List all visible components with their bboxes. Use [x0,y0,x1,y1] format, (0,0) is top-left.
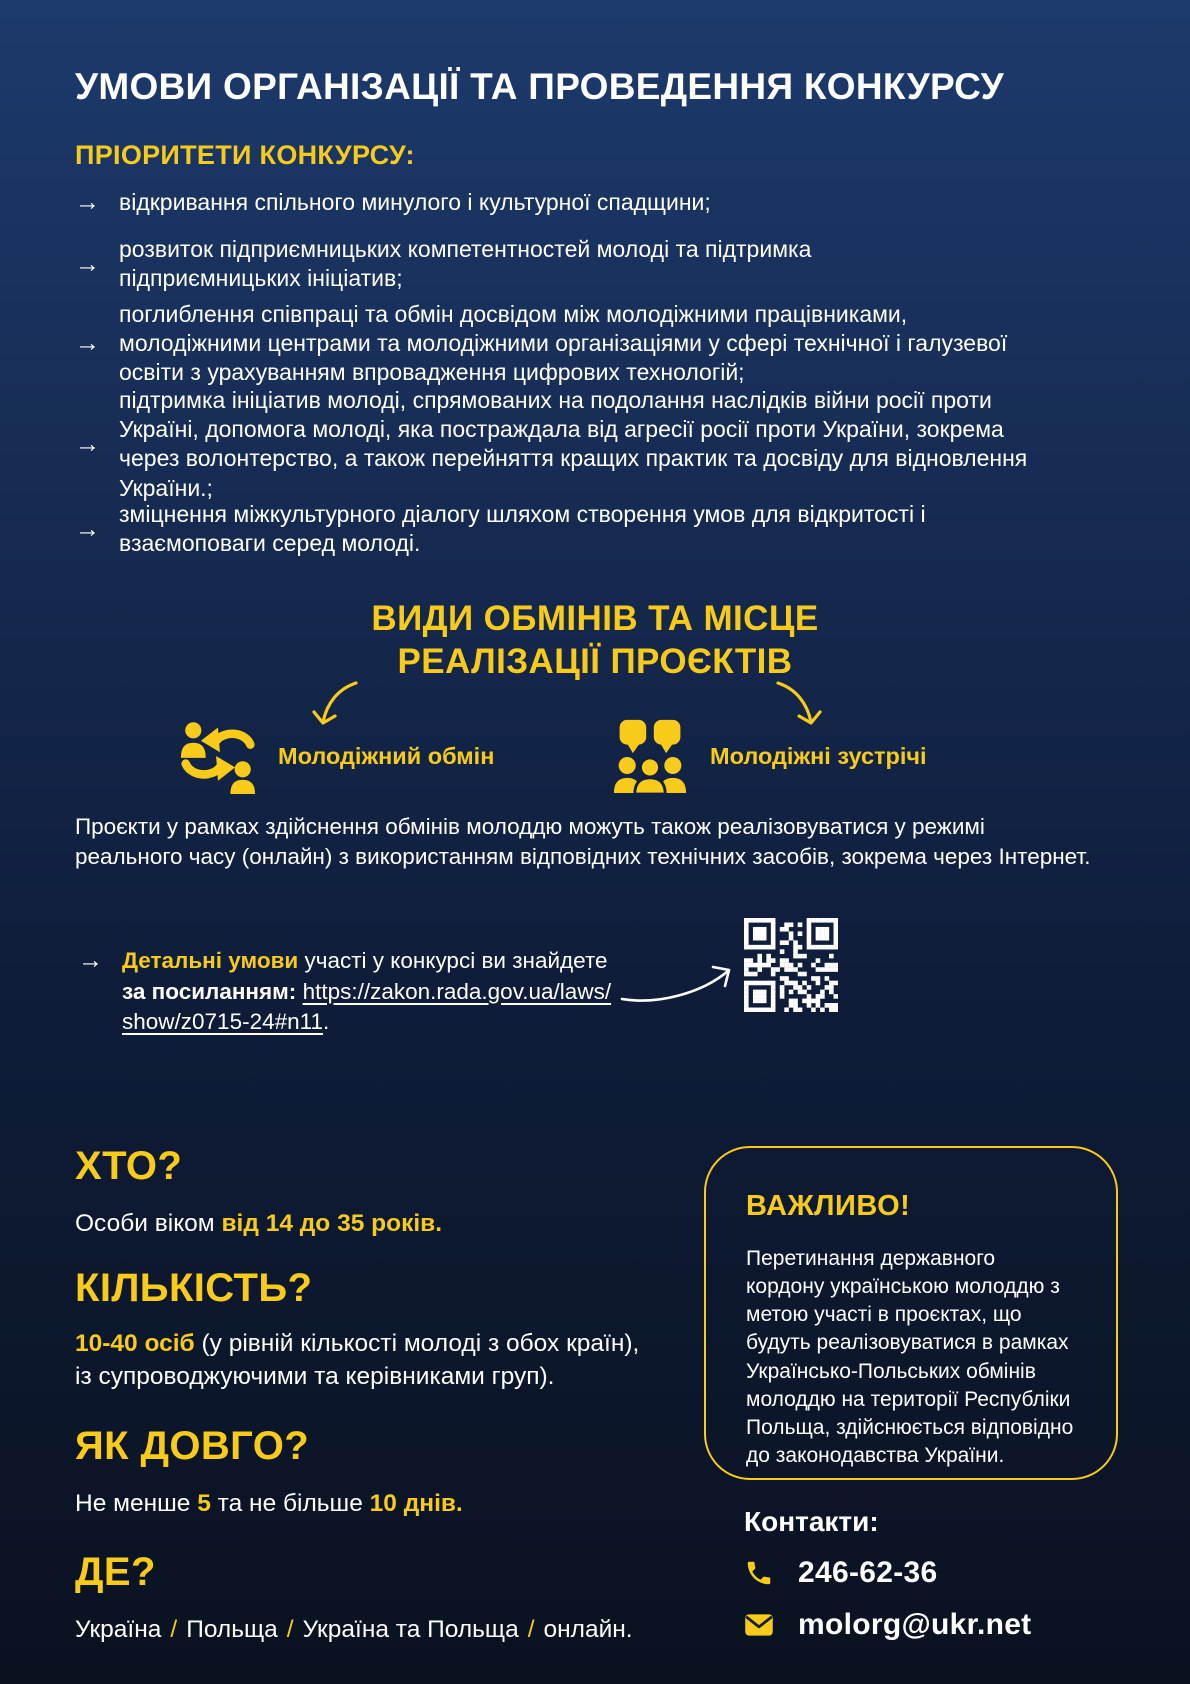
priority-text: відкривання спільного минулого і культурної спадщини; [119,189,711,215]
details-link-label: за посиланням: [122,978,297,1004]
details-highlight: Детальні умови [122,948,299,973]
exchange-type-youth-meetings [612,718,927,794]
phone-icon [744,1558,774,1588]
important-box [704,1146,1118,1480]
answer-duration-h2: 10 днів. [369,1490,463,1517]
question-who: ХТО? [75,1144,183,1188]
details-after-highlight: участі у конкурсі ви знайдете [304,948,608,973]
exchange-type-youth-exchange [180,718,494,794]
exchange-heading-line1: ВИДИ ОБМІНІВ ТА МІСЦЕ [371,599,819,638]
answer-who-prefix: Особи віком [75,1210,215,1237]
priorities-heading: ПРІОРИТЕТИ КОНКУРСУ: [75,140,415,170]
qr-pointer-arrow-icon [618,962,738,1004]
arrow-bullet-icon: → [75,514,100,543]
page-title: УМОВИ ОРГАНІЗАЦІЇ ТА ПРОВЕДЕННЯ КОНКУРСУ [75,66,1004,107]
youth-meetings-icon [612,718,688,794]
arrow-bullet-icon: → [75,188,100,217]
priority-item [75,500,985,558]
online-note: Проєкти у рамках здійснення обмінів молоддю можуть також реалізовуватися у режимі реального часу (онлайн) з використанням відповідних технічних засобів, зокрема через Інтернет. [75,814,1091,869]
answer-where-part: Україна [75,1616,162,1643]
answer-where-part: Польща [186,1616,278,1643]
priority-text: підтримка ініціатив молоді, спрямованих на подолання наслідків війни росії проти Україні, допомога молоді, яка постраждала від агресії росії проти України, зокрема через волонтерство, а також перейняття кращих практик та досвіду для відновлення України.; [119,387,1028,501]
priority-item [75,300,1025,388]
arrow-bullet-icon: → [75,249,100,278]
important-heading: ВАЖЛИВО! [746,1190,911,1222]
details-note [78,946,611,1038]
exchange-heading-line2: РЕАЛІЗАЦІЇ ПРОЄКТІВ [397,641,793,681]
details-text [122,946,611,1038]
exchange-type-label: Молодіжний обмін [278,742,495,769]
priority-text: зміцнення міжкультурного діалогу шляхом створення умов для відкритості і взаємоповаги серед молоді. [119,501,926,557]
priority-item [75,386,1030,503]
phone-row [744,1556,937,1590]
contacts-heading: Контакти: [744,1506,879,1537]
details-url-line1[interactable]: https://zakon.rada.gov.ua/laws/ [302,978,612,1004]
youth-exchange-icon [180,718,256,794]
exchange-section-heading [0,598,1190,683]
priority-item [75,235,980,293]
answer-where [75,1614,633,1647]
answer-duration-p2: та не більше [217,1490,363,1517]
answer-count-rest: (у рівній кількості молоді з обох країн), із супроводжуючими та керівниками груп). [75,1330,640,1390]
answer-where-part: Україна та Польща [302,1616,519,1643]
exchange-type-label: Молодіжні зустрічі [710,742,927,769]
email-icon [744,1610,774,1640]
phone-number: 246-62-36 [798,1556,938,1589]
details-url-tail: . [322,1009,330,1035]
slash-separator: / [170,1616,178,1643]
answer-who-highlight: від 14 до 35 років. [221,1210,443,1237]
arrow-bullet-icon: → [78,946,103,974]
question-where: ДЕ? [75,1550,156,1594]
email-row [744,1608,1031,1642]
answer-count [75,1328,653,1393]
answer-duration-p1: Не менше [75,1490,191,1517]
email-address: molorg@ukr.net [798,1608,1032,1641]
question-duration: ЯК ДОВГО? [75,1424,310,1468]
answer-duration [75,1488,463,1521]
arrow-bullet-icon: → [75,329,100,358]
important-body: Перетинання державного кордону українською молоддю з метою участі в проєктах, що будуть реалізовуватися в рамках Українсько-Польських обмінів молоддю на території Республіки Польща, здійснюється відповідно до законодавства України. [746,1247,1074,1467]
answer-where-part: онлайн. [543,1616,633,1643]
answer-duration-h1: 5 [197,1490,211,1517]
slash-separator: / [527,1616,535,1643]
answer-count-highlight: 10-40 осіб [75,1330,195,1357]
qr-code [744,918,838,1012]
priority-item [75,188,980,217]
priority-text: поглиблення співпраці та обмін досвідом між молодіжними працівниками, молодіжними центрами та молодіжними організаціями у сфері технічної і галузевої освіти з урахуванням впровадження цифрових технологій; [119,301,1008,386]
answer-who [75,1208,442,1241]
priority-text: розвиток підприємницьких компетентностей молоді та підтримка підприємницьких ініціатив; [119,236,812,292]
arrow-bullet-icon: → [75,429,100,458]
details-url-line2[interactable]: show/z0715-24#n11 [122,1009,323,1035]
slash-separator: / [286,1616,294,1643]
question-count: КІЛЬКІСТЬ? [75,1266,313,1310]
